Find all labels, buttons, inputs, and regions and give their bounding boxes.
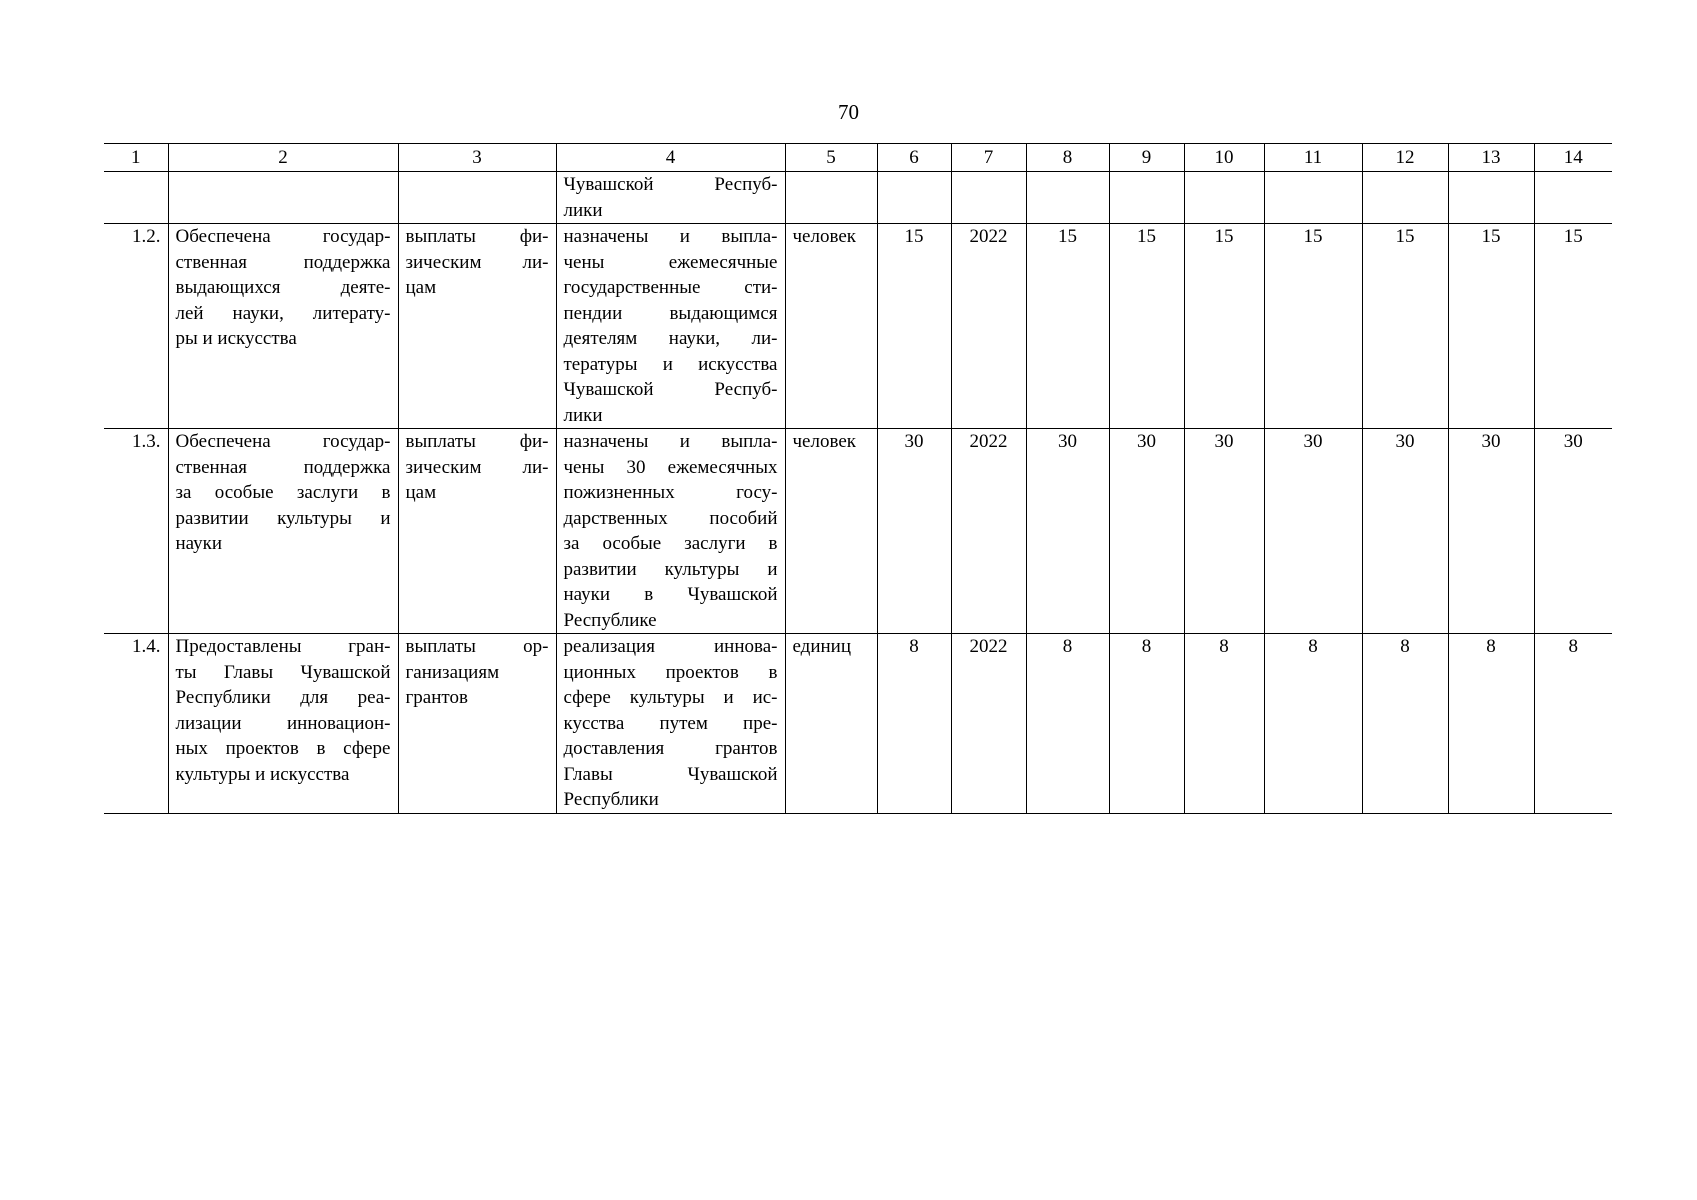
cell-empty: [1026, 172, 1109, 224]
text-line: зическим ли-: [405, 456, 549, 478]
text-line: ственная поддержка: [175, 456, 391, 478]
text-line: ры и искусства: [175, 328, 297, 349]
year-value-cell: 15: [1448, 224, 1534, 429]
year-value-cell: 15: [1534, 224, 1612, 429]
base-year-cell: 2022: [951, 634, 1026, 814]
task-cell: [168, 429, 398, 634]
column-header: 7: [951, 144, 1026, 172]
column-header: 2: [168, 144, 398, 172]
year-value-cell: 8: [1264, 634, 1362, 814]
result-cell: [556, 429, 785, 634]
year-value-cell: 15: [1362, 224, 1448, 429]
year-value-cell: 30: [1264, 429, 1362, 634]
payment-type-cell: [398, 429, 556, 634]
year-value-cell: 8: [1109, 634, 1184, 814]
page-number: 70: [838, 100, 859, 124]
text-line: выплаты фи-: [405, 226, 549, 247]
text-line: Обеспечена государ-: [175, 431, 391, 452]
row-number-cell: 1.3.: [104, 429, 168, 634]
base-value-cell: 30: [877, 429, 951, 634]
year-value-cell: 8: [1448, 634, 1534, 814]
column-header: 13: [1448, 144, 1534, 172]
text-line: зическим ли-: [405, 251, 549, 273]
text-line: грантов: [405, 687, 468, 708]
text-line: цам: [405, 277, 437, 298]
text-line: ты Главы Чувашской: [175, 661, 391, 683]
task-cell: [168, 634, 398, 814]
column-number-header-row: [104, 144, 1612, 172]
text-line: чены 30 ежемесячных: [563, 456, 778, 478]
task-cell: [168, 224, 398, 429]
column-header: 6: [877, 144, 951, 172]
text-line: Республики для реа-: [175, 687, 391, 708]
year-value-cell: 30: [1534, 429, 1612, 634]
year-value-cell: 30: [1109, 429, 1184, 634]
text-line: государственные сти-: [563, 277, 778, 298]
text-line: цам: [405, 482, 437, 503]
text-line: за особые заслуги в: [563, 533, 778, 554]
text-line: деятелям науки, ли-: [563, 328, 778, 349]
text-line: доставления грантов: [563, 738, 778, 759]
cell-empty: [951, 172, 1026, 224]
text-line: лей науки, литерату-: [175, 302, 391, 324]
text-line: выдающихся деяте-: [175, 277, 391, 298]
cell-empty: [785, 172, 877, 224]
cell-empty: [1362, 172, 1448, 224]
result-cell: [556, 634, 785, 814]
text-line: ственная поддержка: [175, 251, 391, 273]
cell-empty: [1109, 172, 1184, 224]
text-line: Главы Чувашской: [563, 763, 778, 785]
text-line: сфере культуры и ис-: [563, 687, 778, 708]
payment-type-cell: [398, 224, 556, 429]
text-line: Республики: [563, 789, 659, 810]
column-header: 14: [1534, 144, 1612, 172]
text-line: тературы и искусства: [563, 353, 778, 375]
text-line: назначены и выпла-: [563, 431, 778, 452]
base-value-cell: 15: [877, 224, 951, 429]
base-year-cell: 2022: [951, 429, 1026, 634]
column-header: 5: [785, 144, 877, 172]
year-value-cell: 15: [1264, 224, 1362, 429]
year-value-cell: 30: [1448, 429, 1534, 634]
table-row: [104, 429, 1612, 634]
text-line: Республике: [563, 609, 657, 631]
year-value-cell: 30: [1184, 429, 1264, 634]
base-year-cell: 2022: [951, 224, 1026, 429]
text-line: культуры и искусства: [175, 763, 350, 785]
column-header: 11: [1264, 144, 1362, 172]
column-header: 8: [1026, 144, 1109, 172]
column-header: 12: [1362, 144, 1448, 172]
text-line: Предоставлены гран-: [175, 636, 391, 657]
text-line: выплаты фи-: [405, 431, 549, 452]
text-line: ционных проектов в: [563, 661, 778, 683]
year-value-cell: 8: [1534, 634, 1612, 814]
cell-empty: [168, 172, 398, 224]
continued-result-cell: [556, 172, 785, 224]
year-value-cell: 8: [1184, 634, 1264, 814]
year-value-cell: 30: [1026, 429, 1109, 634]
result-cell: [556, 224, 785, 429]
text-line: назначены и выпла-: [563, 226, 778, 247]
cell-empty: [398, 172, 556, 224]
cell-empty: [1184, 172, 1264, 224]
column-header: 1: [104, 144, 168, 172]
text-line: реализация иннова-: [563, 636, 778, 657]
year-value-cell: 15: [1109, 224, 1184, 429]
text-line: Чувашской Респуб-: [563, 379, 778, 400]
cell-empty: [1264, 172, 1362, 224]
text-line: ных проектов в сфере: [175, 738, 391, 759]
text-line: лизации инновацион-: [175, 712, 391, 734]
text-line: Чувашской Респуб-: [563, 174, 778, 195]
cell-empty: [1534, 172, 1612, 224]
cell-empty: [104, 172, 168, 224]
cell-empty: [1448, 172, 1534, 224]
year-value-cell: 8: [1362, 634, 1448, 814]
unit-cell: единиц: [785, 634, 877, 814]
text-line: развитии культуры и: [175, 507, 391, 529]
column-header: 3: [398, 144, 556, 172]
text-line: кусства путем пре-: [563, 712, 778, 734]
year-value-cell: 30: [1362, 429, 1448, 634]
text-line: Обеспечена государ-: [175, 226, 391, 247]
unit-cell: человек: [785, 224, 877, 429]
row-number-cell: 1.2.: [104, 224, 168, 429]
text-line: пожизненных госу-: [563, 482, 778, 503]
text-line: ганизациям: [405, 661, 500, 683]
unit-cell: человек: [785, 429, 877, 634]
table-row: [104, 634, 1612, 814]
text-line: лики: [563, 404, 603, 426]
indicators-table: [104, 143, 1612, 814]
text-line: лики: [563, 199, 603, 221]
text-line: чены ежемесячные: [563, 251, 778, 273]
cell-empty: [877, 172, 951, 224]
text-line: науки в Чувашской: [563, 584, 778, 605]
base-value-cell: 8: [877, 634, 951, 814]
text-line: за особые заслуги в: [175, 482, 391, 503]
text-line: пендии выдающимся: [563, 302, 778, 324]
continuation-row: [104, 172, 1612, 224]
column-header: 10: [1184, 144, 1264, 172]
year-value-cell: 15: [1026, 224, 1109, 429]
text-line: выплаты ор-: [405, 636, 549, 657]
year-value-cell: 8: [1026, 634, 1109, 814]
text-line: дарственных пособий: [563, 507, 778, 529]
text-line: науки: [175, 533, 223, 554]
table-row: [104, 224, 1612, 429]
row-number-cell: 1.4.: [104, 634, 168, 814]
column-header: 9: [1109, 144, 1184, 172]
column-header: 4: [556, 144, 785, 172]
year-value-cell: 15: [1184, 224, 1264, 429]
text-line: развитии культуры и: [563, 558, 778, 580]
payment-type-cell: [398, 634, 556, 814]
